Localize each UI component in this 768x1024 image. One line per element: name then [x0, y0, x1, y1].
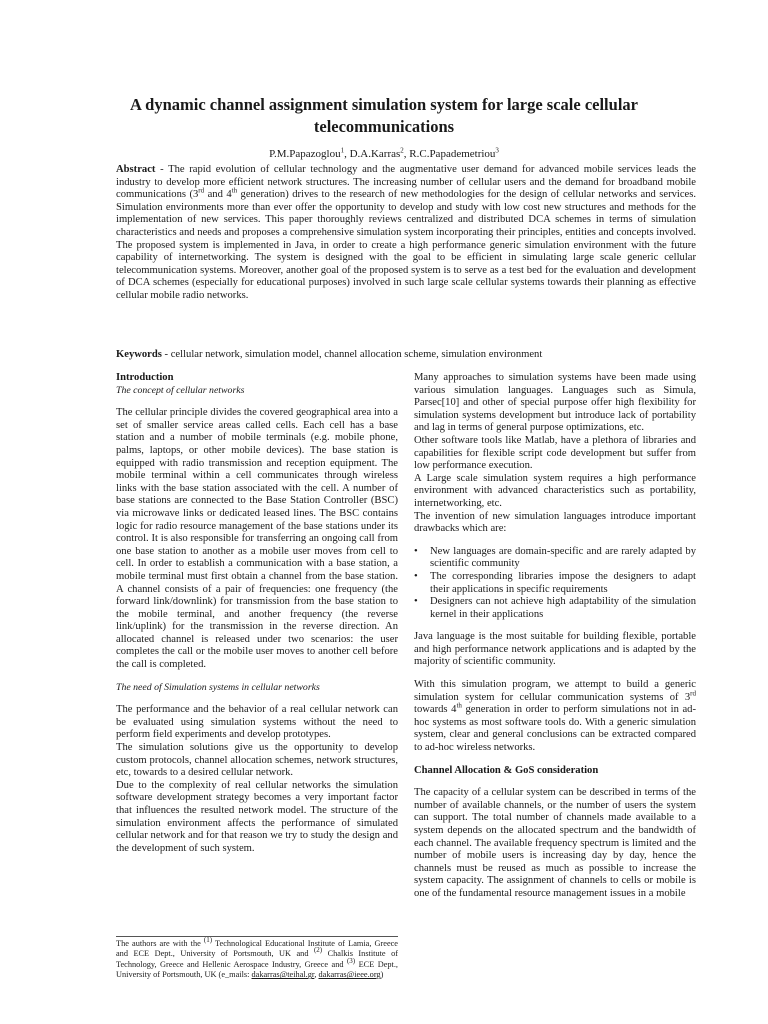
keywords-label: Keywords	[116, 349, 162, 360]
right-paragraph-6-sup-1: rd	[690, 689, 696, 698]
right-paragraph-2: Other software tools like Matlab, have a plethora of libraries and capabilities for flexible script code development but suffer from low performance execution.	[414, 434, 696, 472]
right-paragraph-6-text-1: With this simulation program, we attempt to build a generic simulation system for cellular communication systems of 3	[414, 679, 696, 703]
list-item-text: The corresponding libraries impose the designers to adapt their applications in specific requirements	[430, 570, 696, 595]
bullet-icon: •	[414, 545, 418, 557]
footnote-text-4: ECE Dept., University of Portsmouth, UK (e_mails:	[116, 959, 398, 980]
author-1: P.M.Papazoglou	[269, 148, 341, 160]
bullet-icon: •	[414, 570, 418, 582]
author-3: R.C.Papademetriou	[409, 148, 496, 160]
footnote-text-1: The authors are with the	[116, 939, 204, 948]
list-item-text: New languages are domain-specific and are rarely adapted by scientific community	[430, 545, 696, 570]
keywords	[116, 348, 696, 361]
subsection-heading-need: The need of Simulation systems in cellular networks	[116, 681, 320, 693]
email-link-1[interactable]: dakarras@teihal.gr	[251, 970, 315, 980]
right-paragraph-3: A Large scale simulation system requires a high performance environment with advanced characteristics such as portability, internetworking, etc.	[414, 472, 696, 509]
abstract	[116, 164, 696, 303]
section-heading-channel-allocation: Channel Allocation & GoS consideration	[414, 764, 599, 776]
author-1-affiliation: 1	[340, 146, 345, 155]
list-item	[414, 596, 696, 621]
right-paragraph-1: Many approaches to simulation systems have been made using various simulation languages. Languages such as Simula, Parsec[10] and other of special purpose offer high flexibility for simulation systems development but introduce lack of portability and lag in terms of general purpose optimizations, etc.	[414, 372, 696, 434]
need-paragraph-3: Due to the complexity of real cellular networks the simulation software development strategy becomes a very important factor that influences the resulted network model. The structure of the simulation environment affects the performance of simulated cellular network and for that reason we try to study the design and the development of such system.	[116, 779, 398, 854]
drawbacks-list	[414, 546, 696, 622]
abstract-text-2: and 4	[204, 189, 232, 201]
footnote-text-5: )	[380, 970, 384, 980]
right-paragraph-6	[414, 679, 696, 755]
footnote-sup-2: (2)	[313, 946, 323, 955]
abstract-sup-2: th	[231, 186, 238, 195]
right-paragraph-6-text-2: towards 4	[414, 704, 457, 716]
author-2: D.A.Karras	[349, 148, 401, 160]
right-paragraph-4: The invention of new simulation languages introduce important drawbacks which are:	[414, 510, 696, 535]
section-heading-introduction: Introduction	[116, 372, 174, 383]
bullet-icon: •	[414, 596, 418, 608]
need-paragraph-1: The performance and the behavior of a real cellular network can be evaluated using simulation systems without the need to perform field experiments and develop prototypes.	[116, 704, 398, 741]
right-paragraph-5: Java language is the most suitable for building flexible, portable and high performance network applications and is adapted by the majority of scientific community.	[414, 631, 696, 668]
right-column	[414, 372, 696, 901]
footnote-text-2: Technological Educational Institute of Lamia, Greece and ECE Dept., University of Portsmouth, UK and	[116, 939, 398, 959]
author-line: P.M.Papazoglou$^1$, D.A.Karras$^2$, R.C.Papademetriou$^3$	[269, 146, 499, 160]
abstract-text-3: generation) drives to the research of new methodologies for the design of cellular networks and services. Simulation environments more than ever offer the opportunity to develop and study with low cost new structures and methods for the implementation of new services. This paper thoroughly reviews centralized and distributed DCA schemes in terms of simulation characteristics and needs and proposes a comprehensive simulation system incorporating their principles, entities and concepts involved. The proposed system is implemented in Java, in order to create a high performance generic simulation environment with the future capability of internetworking. The system is designed with the goal to be efficient in simulating large scale generic cellular telecommunication systems. Moreover, another goal of the proposed system is to serve as a test bed for the evaluation and development of DCA schemes (especially for educational purposes) involved in such large scale cellular systems towards their planning as effective cellular mobile radio networks.	[116, 189, 697, 301]
intro-paragraph: The cellular principle divides the covered geographical area into a set of smaller service areas called cells. Each cell has a base station and a number of mobile terminals (e.g. mobile phone, palms, laptops, or other mobile devices). The base station is equipped with radio transmission and reception equipment. The mobile terminal within a cell communicates through wireless links with the base station associated with the cell. A number of base stations are connected to the Base Station Controller (BSC) via microwave links or dedicated leased lines. The BSC contains logic for radio resource management of the base stations under its control. It is also responsible for transferring an ongoing call from one base station to another as a mobile user moves from cell to cell. In order to establish a communication with a base station, a mobile terminal must first obtain a channel from the base station. A channel consists of a pair of frequencies: one frequency (the forward link/downlink) for transmission from the base station to the mobile terminal, and another frequency (the reverse link/uplink) for the transmission in the reverse direction. An allocated channel is released under two scenarios: the user completes the call or the mobile user moves to another cell before the call is completed.	[116, 407, 398, 671]
author-2-affiliation: 2	[400, 146, 404, 155]
list-item	[414, 571, 696, 596]
right-paragraph-6-sup-2: th	[456, 701, 462, 710]
footnote-sup-1: (1)	[203, 936, 213, 945]
right-paragraph-7: The capacity of a cellular system can be described in terms of the number of available channels, or the number of users the system can support. The total number of channels made available to a system depends on the allocated spectrum and the bandwidth of each channel. The available frequency spectrum is limited and the number of mobile users is increasing day by day, hence the channels must be reused as much as possible to increase the system capacity. The assignment of channels to cells or mobile is one of the fundamental resource management issues in a mobile	[414, 787, 696, 899]
footnote-sup-3: (3)	[346, 957, 356, 966]
need-paragraph-2: The simulation solutions give us the opportunity to develop custom protocols, channel allocation schemes, network structures, etc, towards to a desired cellular network.	[116, 742, 398, 779]
list-item-text: Designers can not achieve high adaptability of the simulation kernel in their applications	[430, 596, 696, 620]
subsection-heading-concept: The concept of cellular networks	[116, 384, 245, 396]
footnote-separator: ,	[314, 970, 319, 980]
keywords-text: - cellular network, simulation model, channel allocation scheme, simulation environment	[161, 349, 543, 360]
abstract-label: Abstract	[116, 164, 156, 175]
abstract-sup-1: rd	[198, 186, 205, 195]
left-column	[116, 372, 398, 855]
abstract-text-1: - The rapid evolution of cellular technology and the augmentative user demand for advanced mobile services leads the industry to develop more efficient network structures. The increasing number of cellular users and the demand for broadband mobile communications (3	[116, 164, 696, 201]
paper-title: A dynamic channel assignment simulation system for large scale cellular telecommunications	[130, 95, 638, 136]
list-item	[414, 546, 696, 571]
right-paragraph-6-text-3: generation in order to perform simulations not in ad-hoc systems as most software tools do. With a generic simulation system, clear and general conclusions can be extracted compared to ad-hoc wireless networks.	[414, 704, 696, 754]
email-link-2[interactable]: dakarras@ieee.org	[318, 970, 381, 980]
footnote-text-3: Chalkis Institute of Technology, Greece and Hellenic Aerospace Industry, Greece and	[116, 949, 398, 969]
author-footnote	[116, 936, 398, 981]
author-3-affiliation: 3	[495, 146, 499, 155]
